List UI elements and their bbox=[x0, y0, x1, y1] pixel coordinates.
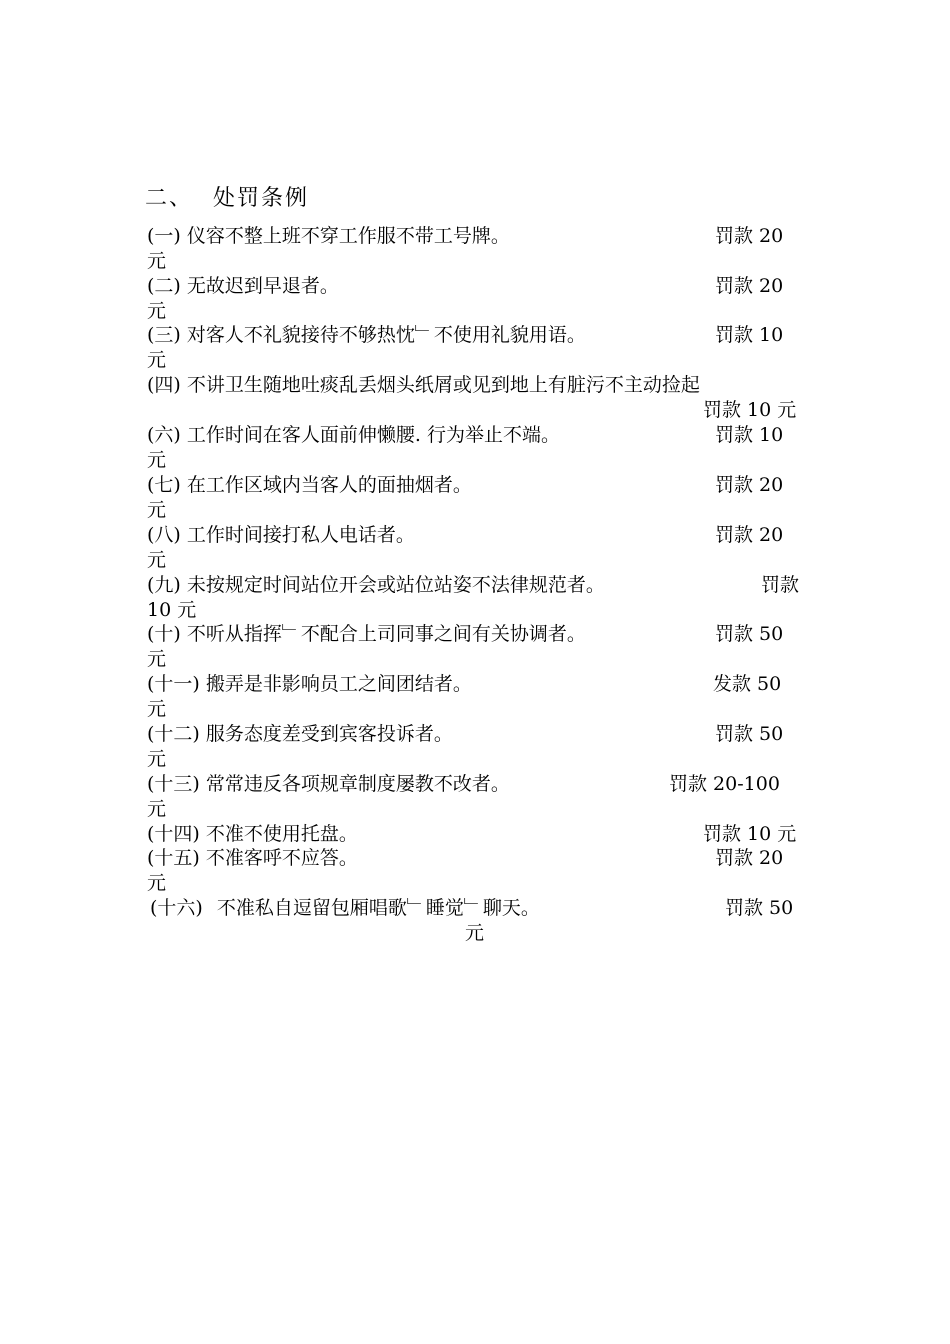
item-fine-continued: 元 bbox=[147, 648, 167, 670]
item-text: 不准客呼不应答。 bbox=[205, 847, 358, 869]
item-fine-continued: 元 bbox=[147, 872, 167, 894]
item-fine-continued: 元 bbox=[147, 549, 167, 571]
item-code: (十四) bbox=[147, 823, 200, 845]
penalty-item bbox=[147, 672, 807, 722]
penalty-item bbox=[147, 274, 807, 324]
item-text: 不准私自逗留包厢唱歌﹂睡觉﹂聊天。 bbox=[216, 897, 540, 919]
penalty-item bbox=[147, 822, 807, 847]
item-code: (三) bbox=[147, 324, 181, 346]
item-code: (十一) bbox=[147, 673, 200, 695]
item-fine: 罚款 10 bbox=[715, 424, 784, 446]
penalty-item bbox=[147, 373, 807, 423]
section-number: 二、 bbox=[145, 186, 194, 211]
penalty-item bbox=[147, 224, 807, 274]
item-text: 不讲卫生随地吐痰乱丢烟头纸屑或见到地上有脏污不主动捡起 bbox=[186, 374, 700, 396]
penalty-item bbox=[150, 896, 810, 946]
penalty-item bbox=[147, 423, 807, 473]
item-code: (二) bbox=[147, 275, 181, 297]
item-text: 不准不使用托盘。 bbox=[205, 823, 358, 845]
item-code: (十五) bbox=[147, 847, 200, 869]
penalty-item bbox=[147, 722, 807, 772]
item-fine-continued: 元 bbox=[147, 798, 167, 820]
penalty-item bbox=[147, 573, 807, 623]
item-fine-continued: 10 元 bbox=[147, 599, 197, 621]
item-fine: 罚款 20-100 bbox=[669, 773, 780, 795]
item-fine: 罚款 50 bbox=[715, 723, 784, 745]
penalty-item bbox=[147, 473, 807, 523]
penalty-item bbox=[147, 846, 807, 896]
item-code: (八) bbox=[147, 524, 181, 546]
item-fine: 罚款 20 bbox=[715, 847, 784, 869]
item-fine: 罚款 10 元 bbox=[703, 823, 797, 845]
item-code: (十六) bbox=[150, 897, 203, 919]
item-fine-continued: 元 bbox=[147, 250, 167, 272]
item-text: 对客人不礼貌接待不够热忱﹂不使用礼貌用语。 bbox=[186, 324, 586, 346]
item-fine: 罚款 50 bbox=[715, 623, 784, 645]
item-code: (一) bbox=[147, 225, 181, 247]
item-text: 未按规定时间站位开会或站位站姿不法律规范者。 bbox=[186, 574, 605, 596]
item-fine-continued: 元 bbox=[147, 449, 167, 471]
item-fine-continued: 元 bbox=[147, 499, 167, 521]
penalty-item bbox=[147, 323, 807, 373]
item-code: (四) bbox=[147, 374, 181, 396]
penalty-item bbox=[147, 772, 807, 822]
item-fine: 罚款 20 bbox=[715, 524, 784, 546]
item-text: 服务态度差受到宾客投诉者。 bbox=[205, 723, 453, 745]
item-code: (十三) bbox=[147, 773, 200, 795]
item-fine-continued: 元 bbox=[147, 698, 167, 720]
item-fine: 罚款 10 bbox=[715, 324, 784, 346]
item-code: (十) bbox=[147, 623, 181, 645]
item-code: (七) bbox=[147, 474, 181, 496]
item-text: 工作时间接打私人电话者。 bbox=[186, 524, 415, 546]
item-fine: 罚款 bbox=[761, 574, 800, 596]
item-text: 常常违反各项规章制度屡教不改者。 bbox=[205, 773, 510, 795]
item-code: (六) bbox=[147, 424, 181, 446]
item-fine: 发款 50 bbox=[713, 673, 782, 695]
item-text: 无故迟到早退者。 bbox=[186, 275, 339, 297]
item-text: 在工作区域内当客人的面抽烟者。 bbox=[186, 474, 472, 496]
item-code: (十二) bbox=[147, 723, 200, 745]
item-fine-continued: 罚款 10 元 bbox=[703, 399, 797, 421]
item-fine-continued: 元 bbox=[465, 922, 485, 944]
item-fine-continued: 元 bbox=[147, 300, 167, 322]
item-fine-continued: 元 bbox=[147, 748, 167, 770]
item-text: 搬弄是非影响员工之间团结者。 bbox=[205, 673, 472, 695]
item-fine: 罚款 20 bbox=[715, 225, 784, 247]
item-fine: 罚款 50 bbox=[725, 897, 794, 919]
penalty-item bbox=[147, 622, 807, 672]
item-text: 不听从指挥﹂不配合上司同事之间有关协调者。 bbox=[186, 623, 586, 645]
item-fine: 罚款 20 bbox=[715, 474, 784, 496]
item-fine: 罚款 20 bbox=[715, 275, 784, 297]
item-text: 工作时间在客人面前伸懒腰. 行为举止不端。 bbox=[186, 424, 560, 446]
item-fine-continued: 元 bbox=[147, 349, 167, 371]
section-heading bbox=[145, 184, 309, 214]
penalty-item bbox=[147, 523, 807, 573]
section-title: 处罚条例 bbox=[213, 186, 310, 211]
item-code: (九) bbox=[147, 574, 181, 596]
item-text: 仪容不整上班不穿工作服不带工号牌。 bbox=[186, 225, 510, 247]
